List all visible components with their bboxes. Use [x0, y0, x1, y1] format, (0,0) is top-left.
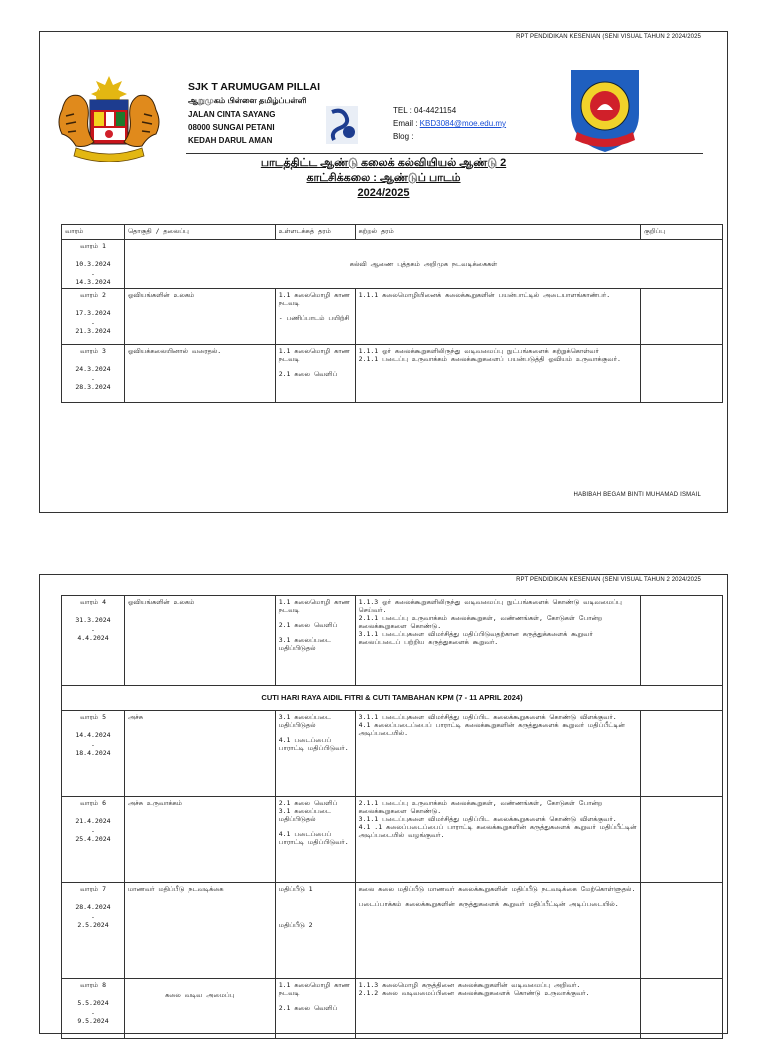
topic-cell: ஓவியங்களின் உலகம் — [124, 596, 275, 686]
content-standard-cell: 1.1 கலைமொழி காண நடவடி 2.1 கலை வெளிப் 3.1 கலைப்படை மதிப்பிடுதல் — [275, 596, 355, 686]
notes-cell — [641, 797, 723, 883]
schedule-table-1 — [61, 224, 723, 403]
content-standard-cell: 2.1 கலை வெளிப் 3.1 கலைப்படை மதிப்பிடுதல் 4.1 படைப்பைப் பாராட்டி மதிப்பிடுவர். — [275, 797, 355, 883]
table-row — [62, 289, 723, 345]
notes-cell — [641, 596, 723, 686]
content-standard-cell: 3.1 கலைப்படை மதிப்பிடுதல் 4.1 படைப்பைப் பாராட்டி மதிப்பிடுவர். — [275, 711, 355, 797]
col-header-content-standard: உள்ளடக்கத் தரம் — [275, 225, 355, 240]
table-row — [62, 797, 723, 883]
holiday-row — [62, 686, 723, 711]
page-header-text: RPT PENDIDIKAN KESENIAN (SENI VISUAL TAHUN 2 2024/2025 — [516, 34, 701, 40]
teacher-signature-text: HABIBAH BEGAM BINTI MUHAMAD ISMAIL — [573, 492, 701, 498]
table-row — [62, 345, 723, 403]
title-line-3: 2024/2025 — [357, 187, 410, 199]
week-cell: வாரம் 1 10.3.2024 - 14.3.2024 — [62, 240, 125, 289]
school-crest-logo — [567, 66, 643, 154]
address-line-2: 08000 SUNGAI PETANI — [188, 123, 275, 132]
title-line-2: காட்சிக்கலை : ஆண்டுப் பாடம் — [306, 172, 461, 184]
notes-cell — [641, 711, 723, 797]
week-cell: வாரம் 3 24.3.2024 - 28.3.2024 — [62, 345, 125, 403]
table-row — [62, 240, 723, 289]
topic-cell: கலை வடிவ அமைப்பு — [124, 979, 275, 1039]
topic-cell: அச்சு — [124, 711, 275, 797]
week-cell: வாரம் 4 31.3.2024 - 4.4.2024 — [62, 596, 125, 686]
learning-standard-cell: 2.1.1 படைப்பு உருவாக்கம் கலைக்கூறுகள், வண்ணங்கள், கோடுகள் போன்ற கலைக்கூறுகளை கொண்டு. 3.1.1 படைப்புகளை விமர்சித்து மதிப்பிட கலைக்கூறுகளைக் கொண்டு விளக்குவர். 4.1 .1 கலைப்படைப்பைப் பாராட்டி கலைக்கூறுகளின் கருத்துகளைக் கூறுவர் மதிப்பீட்டின் அடிப்படையில் வழங்குவர். — [355, 797, 641, 883]
learning-standard-cell: கலை கலை மதிப்பீடு மாணவர் கலைக்கூறுகளின் மதிப்பீடு நடவடிக்கை மேற்கொள்ளுதல். படைப்பாக்கம் கலைக்கூறுகளின் கருத்துகளைக் கூறுவர் மதிப்பீட்டின் அடிப்படையில். — [355, 883, 641, 979]
email-link[interactable]: KBD3084@moe.edu.my — [419, 119, 507, 128]
topic-cell: ஓவியக்கலையினால் வரைதல். — [124, 345, 275, 403]
learning-standard-cell: 1.1.1 ஓர் கலைக்கூறுகளிலிருந்து வடிவமைப்பு நுட்பங்களைக் கற்றுக்கொள்வர் 2.1.1 படைப்பு உருவாக்கம் கலைக்கூறுகளைப் பயன்படுத்தி ஓவியம் உருவாக்குவர். — [355, 345, 640, 403]
school-name-tamil: ஆறுமுகம் பிள்ளை தமிழ்ப்பள்ளி — [188, 96, 307, 105]
col-header-topic: தொகுதி / தலைப்பு — [124, 225, 275, 240]
content-standard-cell: 1.1 கலைமொழி காண நடவடி 2.1 கலை வெளிப் — [275, 979, 355, 1039]
notes-cell — [641, 883, 723, 979]
document-page-1 — [39, 31, 728, 513]
learning-standard-cell: 1.1.3 கலைமொழி கருத்தினை கலைக்கூறுகளின் வடிவமைப்பு அறிவர். 2.1.2 கலை வடிவமைப்பினை கலைக்கூறுகளைக் கொண்டு உருவாக்குவர். — [355, 979, 641, 1039]
coat-of-arms-logo — [54, 70, 164, 162]
tel-text: TEL : 04-4421154 — [393, 106, 457, 115]
learning-standard-cell: 1.1.3 ஓர் கலைக்கூறுகளிலிருந்து வடிவமைப்பு நுட்பங்களைக் கொண்டு வடிவமைப்பு செய்வர். 2.1.1 படைப்பு உருவாக்கம் கலைக்கூறுகள், வண்ணங்கள், கோடுகள் போன்ற கலைக்கூறுகளை கொண்டு. 3.1.1 படைப்புகளை விமர்சித்து மதிப்பிடுவதற்கான கருத்துக்களைக் கூறுவர் கலைப்படைப் பற்றிய கருத்துகளைக் கூறுவர். — [355, 596, 641, 686]
col-header-notes: குறிப்பு — [641, 225, 723, 240]
document-page-2 — [39, 574, 728, 1034]
address-line-3: KEDAH DARUL AMAN — [188, 136, 273, 145]
content-standard-cell: மதிப்பீடு 1 மதிப்பீடு 2 — [275, 883, 355, 979]
week-cell: வாரம் 2 17.3.2024 - 21.3.2024 — [62, 289, 125, 345]
content-standard-cell: 1.1 கலைமொழி காண நடவடி 2.1 கலை வெளிப் — [275, 345, 355, 403]
topic-cell: அச்சு உருவாக்கம் — [124, 797, 275, 883]
week-cell: வாரம் 6 21.4.2024 - 25.4.2024 — [62, 797, 125, 883]
address-line-1: JALAN CINTA SAYANG — [188, 110, 276, 119]
email-label: Email : — [393, 119, 420, 128]
title-line-1: பாடத்திட்ட ஆண்டு கலைக் கல்வியியல் ஆண்டு 2 — [260, 157, 507, 169]
week-cell: வாரம் 5 14.4.2024 - 18.4.2024 — [62, 711, 125, 797]
notes-cell — [641, 289, 723, 345]
school-name: SJK T ARUMUGAM PILLAI — [188, 81, 321, 93]
table-row — [62, 979, 723, 1039]
topic-cell: மாணவர் மதிப்பீடு நடவடிக்கை — [124, 883, 275, 979]
table-row — [62, 596, 723, 686]
table-row — [62, 711, 723, 797]
page-header-text: RPT PENDIDIKAN KESENIAN (SENI VISUAL TAHUN 2 2024/2025 — [516, 577, 701, 583]
notes-cell — [641, 979, 723, 1039]
week-cell: வாரம் 8 5.5.2024 - 9.5.2024 — [62, 979, 125, 1039]
schedule-table-2 — [61, 595, 723, 1039]
merged-cell: கல்வி ஆணை புத்தகம் அறிமுக நடவடிக்கைகள் — [124, 240, 722, 289]
document-title — [40, 156, 727, 201]
learning-standard-cell: 3.1.1 படைப்புகளை விமர்சித்து மதிப்பிட கலைக்கூறுகளைக் கொண்டு விளக்குவர். 4.1 கலைப்படைப்பைப் பாராட்டி கலைக்கூறுகளின் கருத்துகளைக் கூறுவர் மதிப்பீட்டின் அடிப்படையில். — [355, 711, 641, 797]
topic-cell: ஓவியங்களின் உலகம் — [124, 289, 275, 345]
school-info — [188, 80, 320, 147]
col-header-week: வாரம் — [62, 225, 125, 240]
contact-info — [393, 104, 506, 143]
blog-label: Blog : — [393, 132, 414, 141]
ministry-logo — [326, 106, 358, 144]
col-header-learning-standard: கற்றல் தரம் — [355, 225, 640, 240]
holiday-cell: CUTI HARI RAYA AIDIL FITRI & CUTI TAMBAHAN KPM (7 - 11 APRIL 2024) — [62, 686, 723, 711]
table-row — [62, 883, 723, 979]
header-divider — [186, 153, 703, 154]
content-standard-cell: 1.1 கலைமொழி காண நடவடி - பணிப்பாடம் பயிற்சி — [275, 289, 355, 345]
learning-standard-cell: 1.1.1 கலைமொழியினைக் கலைக்கூறுகளின் பயன்பாட்டில் அடையாளங்காண்பர். — [355, 289, 640, 345]
notes-cell — [641, 345, 723, 403]
week-cell: வாரம் 7 28.4.2024 - 2.5.2024 — [62, 883, 125, 979]
